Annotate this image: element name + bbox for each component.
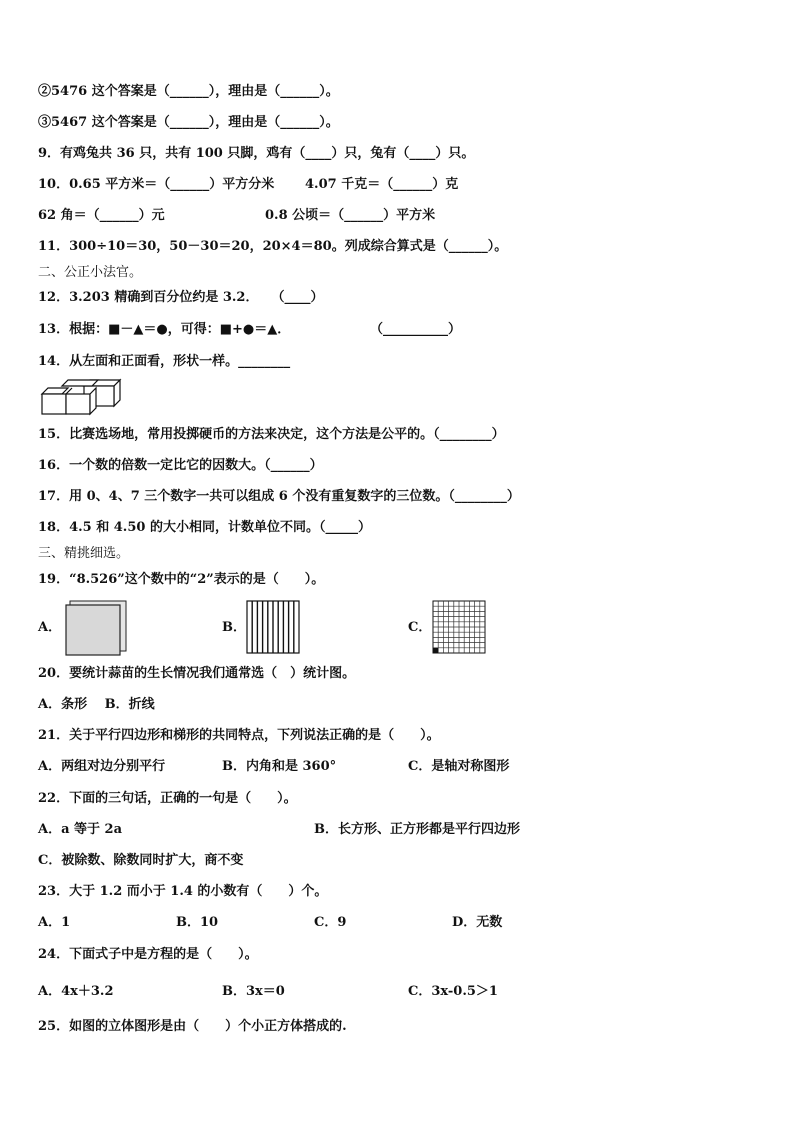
question-18: 18．4.5 和 4.50 的大小相同，计数单位不同。（_____） bbox=[38, 520, 371, 535]
question-10-c: 62 角＝（______）元 bbox=[38, 208, 165, 223]
q21-option-a: A．两组对边分别平行 bbox=[38, 759, 166, 774]
q24-option-c: C．3x-0.5＞1 bbox=[408, 984, 498, 999]
q22-option-a: A．a 等于 2a bbox=[38, 822, 123, 837]
q24-option-b: B．3x＝0 bbox=[222, 984, 285, 999]
q8-line-3: ③5467 这个答案是（______），理由是（______）。 bbox=[38, 115, 339, 130]
question-24: 24．下面式子中是方程的是（ ）。 bbox=[38, 947, 258, 962]
question-15: 15．比赛选场地，常用投掷硬币的方法来决定，这个方法是公平的。（________） bbox=[38, 427, 505, 442]
q23-option-c: C．9 bbox=[314, 915, 347, 930]
q24-option-a: A．4x＋3.2 bbox=[38, 984, 114, 999]
q19-option-b-strips bbox=[246, 600, 302, 654]
q23-option-a: A．1 bbox=[38, 915, 71, 930]
cube-figure bbox=[40, 378, 130, 418]
question-20-options: A．条形 B．折线 bbox=[38, 697, 155, 712]
question-11: 11．300÷10＝30，50－30＝20，20×4＝80。列成综合算式是（______）。 bbox=[38, 239, 508, 254]
question-12: 12．3.203 精确到百分位约是 3.2． （____） bbox=[38, 290, 324, 305]
q19-option-a-square bbox=[64, 600, 128, 656]
question-21: 21．关于平行四边形和梯形的共同特点，下列说法正确的是（ ）。 bbox=[38, 728, 440, 743]
q21-option-b: B．内角和是 360° bbox=[222, 759, 337, 774]
q21-option-c: C．是轴对称图形 bbox=[408, 759, 510, 774]
question-13: 13．根据：■－▲＝●，可得：■+●＝▲． bbox=[38, 322, 291, 337]
question-10-d: 0.8 公顷＝（______）平方米 bbox=[265, 208, 436, 223]
question-10-a: 10．0.65 平方米＝（______）平方分米 bbox=[38, 177, 275, 192]
question-22: 22．下面的三句话，正确的一句是（ ）。 bbox=[38, 791, 297, 806]
q23-option-d: D．无数 bbox=[452, 915, 503, 930]
question-9: 9．有鸡兔共 36 只，共有 100 只脚，鸡有（____）只，兔有（____）只。 bbox=[38, 146, 475, 161]
question-13-blank: （__________） bbox=[370, 322, 462, 337]
q19-option-a-label: A． bbox=[38, 620, 62, 635]
question-14: 14．从左面和正面看，形状一样。________ bbox=[38, 354, 291, 369]
q19-option-c-grid bbox=[432, 600, 488, 654]
question-23: 23．大于 1.2 而小于 1.4 的小数有（ ）个。 bbox=[38, 884, 328, 899]
q23-option-b: B．10 bbox=[176, 915, 219, 930]
q8-line-2: ②5476 这个答案是（______），理由是（______）。 bbox=[38, 84, 339, 99]
q19-option-b-label: B． bbox=[222, 620, 246, 635]
q19-option-c-label: C． bbox=[408, 620, 432, 635]
question-25: 25．如图的立体图形是由（ ）个小正方体搭成的. bbox=[38, 1019, 347, 1034]
question-16: 16．一个数的倍数一定比它的因数大。（______） bbox=[38, 458, 323, 473]
question-19: 19．“8.526”这个数中的“2”表示的是（ ）。 bbox=[38, 572, 325, 587]
question-20: 20．要统计蒜苗的生长情况我们通常选（ ）统计图。 bbox=[38, 666, 356, 681]
question-17: 17．用 0、4、7 三个数字一共可以组成 6 个没有重复数字的三位数。（________） bbox=[38, 489, 520, 504]
q22-option-b: B．长方形、正方形都是平行四边形 bbox=[314, 822, 520, 837]
section-2-heading: 二、公正小法官。 bbox=[38, 265, 143, 280]
q22-option-c: C．被除数、除数同时扩大，商不变 bbox=[38, 853, 244, 868]
question-10-b: 4.07 千克＝（______）克 bbox=[305, 177, 459, 192]
section-3-heading: 三、精挑细选。 bbox=[38, 546, 130, 561]
